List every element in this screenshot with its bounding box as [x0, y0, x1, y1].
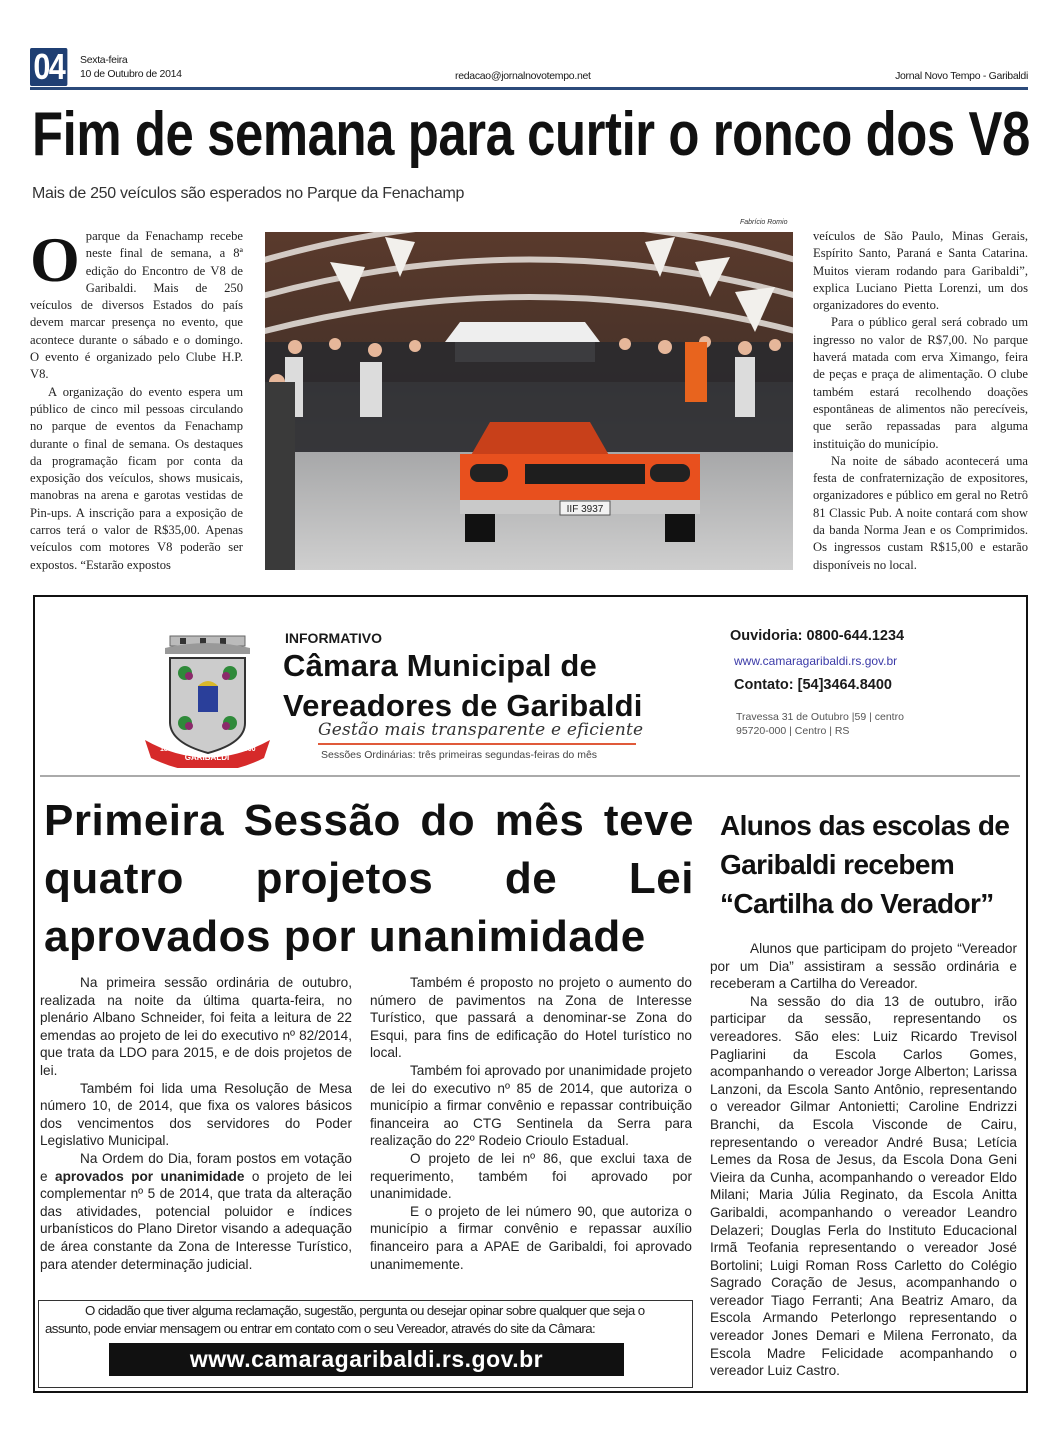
address-line-1: Travessa 31 de Outubro |59 | centro [736, 711, 904, 723]
section-divider [40, 775, 1020, 777]
header-rule [30, 87, 1028, 90]
paragraph: Para o público geral será cobrado um ingresso no valor de R$7,00. No parque haverá matada com erva Ximango, feira de peças e praça de alimentação. O clube também estará recolhendo doações espontâneas de alimentos não perecíveis, que serão repassadas para alguma instituição do município. [813, 315, 1028, 451]
bold-text: aprovados por unanimidade [55, 1168, 245, 1184]
photo-credit: Fabrício Romio [740, 219, 788, 226]
paragraph: parque da Fenachamp recebe neste final de semana, a 8ª edição do Encontro de V8 de Garibaldi. Mais de 250 veículos de diversos Estados do país devem marcar presença no evento, que acontece durante o sábado e o domingo. O evento é organizado pelo Clube H.P. V8. [30, 229, 243, 382]
weekday: Sexta-feira [80, 54, 128, 66]
article-column-3 [813, 228, 1028, 574]
paragraph: A organização do evento espera um público de cinco mil pessoas circulando no parque de eventos da Fenachamp durante o final de semana. Os destaques da programação ficam por conta da exposição dos veículos, shows musicais, manobras na arena e garotas vestidas de Pin-ups. A inscrição para a exposição de carros terá o valor de R$35,00. Apenas veículos com motores V8 poderão ser expostos. “Estarão expostos [30, 384, 243, 572]
paragraph: Na sessão do dia 13 de outubro, irão participar da sessão, representando os vereadores. São eles: Luiz Ricardo Trevisol Pagliarini da Escola Carlos Gomes, acompanhando o vereador Jorge Alberton; Larissa Lanzoni, da Escola Santo Antônio, representando o vereador Gilmar Antonietti; Caroline Endrizzi Branchi, da Escola Visconde de Cairu, representando o vereador André Busa; Letícia Lemes da Rosa de Jesus, da Escola Dona Geni Vieira da Cunha, acompanhando o vereador Eldo Milani; Maria Júlia Reginato, da Escola Anitta Garibaldi, acompanhando o vereador Leandro Delazeri; Douglas Ferla do Instituto Educacional Irmã Teofania representando o vereador José Bortolini; Luigi Roman Ross Carletto do Colégio Sagrado Coração de Jesus, acompanhando o vereador Tiago Ferranti; Ana Beatriz Amaro, da Escola Armando Peterlongo representando o vereador Jones Demari e Milena Ferronato, da Escola Madre Felicidade acompanhando o vereador Luiz Castro. [710, 993, 1017, 1379]
slogan-underline [318, 743, 636, 745]
newsroom-email[interactable]: redacao@jornalnovotempo.net [455, 70, 591, 82]
paragraph: Na noite de sábado acontecerá uma festa de confraternização de expositores, organizadores e público em geral no Retrô 81 Classic Pub. A noite contará com show da banda Norma Jean e os Comprimidos. Os ingressos custam R$15,00 e estarão disponíveis no local. [813, 453, 1028, 572]
garibaldi-crest-logo [140, 628, 275, 768]
paper-name: Jornal Novo Tempo - Garibaldi [895, 70, 1028, 82]
paragraph: Também foi lida uma Resolução de Mesa número 10, de 2014, que fixa os valores básicos dos vencimentos dos servidores do Poder Legislativo Municipal. [40, 1080, 352, 1149]
license-plate: IIF 3937 [566, 504, 604, 515]
date: 10 de Outubro de 2014 [80, 68, 182, 80]
camara-title [283, 646, 643, 726]
sessao-column-1 [40, 974, 352, 1273]
alunos-column [710, 940, 1017, 1380]
drop-cap: O [30, 224, 80, 295]
address [736, 710, 904, 738]
paragraph: Também é proposto no projeto o aumento do número de pavimentos na Zona de Interesse Turístico, que passará a denominar-se Zona do Esqui, para fins de edificação do Hotel turístico no local. [370, 975, 692, 1061]
camara-title-line-1: Câmara Municipal de [283, 648, 597, 683]
date-block [80, 53, 182, 81]
paragraph: veículos de São Paulo, Minas Gerais, Espírito Santo, Paraná e Santa Catarina. Muitos vieram rodando para Garibaldi”, explica Luciano Pietta Lorenzi, um dos organizadores do evento. [813, 229, 1028, 313]
slogan: Gestão mais transparente e eficiente [318, 720, 644, 740]
alunos-headline: Alunos das escolas de Garibaldi recebem “Cartilha do Verador” [720, 810, 1010, 919]
sessao-column-2 [370, 974, 692, 1273]
crest-year-left: 1870 [160, 746, 176, 753]
informativo-label: INFORMATIVO [285, 630, 382, 646]
notice-text [45, 1302, 687, 1338]
text: o projeto de lei complementar nº 5 de 2014, que trata da alteração das atividades, potencial poluidor e índices urbanísticos do Plano Diretor visando a adequação de área constante da Zona de Interesse Turístico, para atender determinação judicial. [40, 1168, 353, 1272]
paragraph: Alunos que participam do projeto “Vereador por um Dia” assistiram a sessão ordinária e receberam a Cartilha do Vereador. [710, 941, 1017, 992]
article-subtitle: Mais de 250 veículos são esperados no Parque da Fenachamp [32, 185, 465, 202]
ouvidoria-phone: Ouvidoria: 0800-644.1234 [730, 628, 905, 644]
camara-title-line-2: Vereadores de Garibaldi [283, 688, 643, 723]
contact-notice-box [38, 1300, 693, 1388]
paragraph: O projeto de lei nº 86, que exclui taxa de requerimento, também foi aprovado por unanimidade. [370, 1150, 692, 1202]
article-column-1 [30, 224, 243, 574]
contact-phone: Contato: [54]3464.8400 [734, 677, 892, 693]
notice-paragraph: O cidadão que tiver alguma reclamação, sugestão, pergunta ou desejar opinar sobre qualquer que seja o assunto, pode enviar mensagem ou entrar em contato com o seu Vereador, através do site da Câmara: [45, 1303, 645, 1336]
event-photo [265, 232, 793, 570]
crest-name: GARIBALDI [184, 753, 230, 762]
article-headline: Fim de semana para curtir o ronco dos V8 [32, 100, 1030, 169]
sessions-info: Sessões Ordinárias: três primeiras segundas-feiras do mês [321, 749, 598, 761]
camara-url-banner[interactable]: www.camaragaribaldi.rs.gov.br [109, 1343, 624, 1376]
page-number: 04 [30, 48, 67, 86]
crest-year-right: 1900 [240, 746, 256, 753]
paragraph: E o projeto de lei número 90, que autoriza o município a firmar convênio e repassar auxílio financeiro para a APAE de Garibaldi, foi aprovado unanimemente. [370, 1203, 692, 1272]
paragraph: Na primeira sessão ordinária de outubro, realizada na noite da última quarta-feira, no plenário Albano Schneider, foi feita a leitura de 22 emendas ao projeto de lei do executivo nº 82/2014, que trata da LDO para 2015, e de dois projetos de lei. [40, 975, 352, 1078]
sessao-headline: Primeira Sessão do mês teve quatro projetos de Lei aprovados por unanimidade [44, 796, 694, 961]
camara-website-link[interactable]: www.camaragaribaldi.rs.gov.br [734, 654, 898, 668]
paragraph: Também foi aprovado por unanimidade projeto de lei do executivo nº 85 de 2014, que autoriza o município a firmar convênio e repassar contribuição financeira ao CTG Sentinela da Serra para realização do 22º Rodeio Crioulo Estadual. [370, 1062, 692, 1149]
paragraph [40, 1150, 352, 1273]
text: Na Ordem do Dia, foram postos em votação e [40, 1150, 352, 1184]
address-line-2: 95720-000 | Centro | RS [736, 725, 850, 737]
